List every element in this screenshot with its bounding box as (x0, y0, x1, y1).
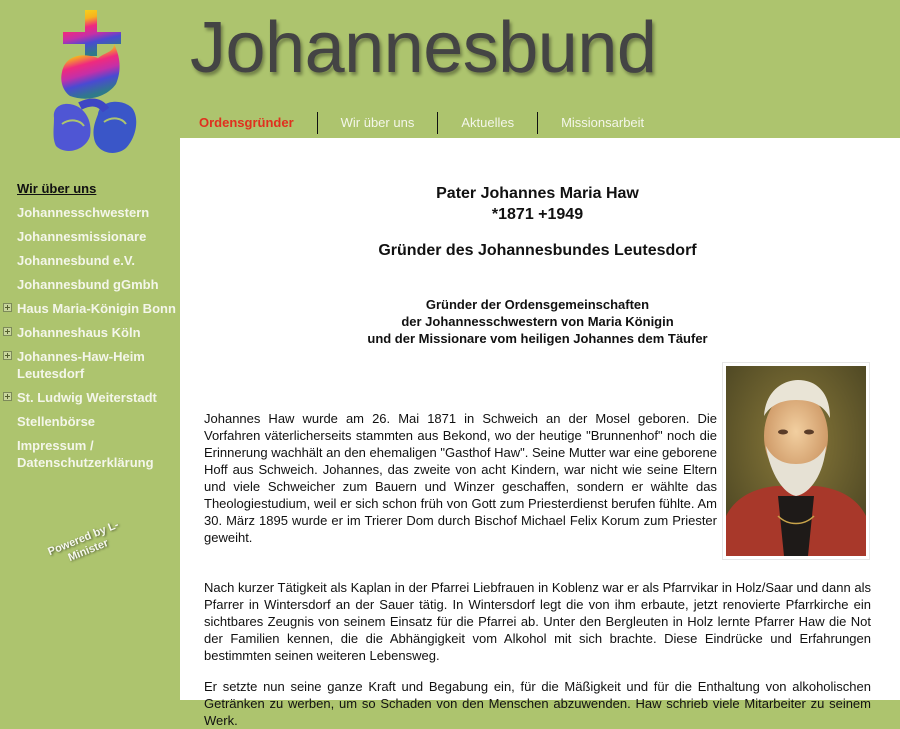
sidebar-item-label: Johanneshaus Köln (17, 325, 141, 340)
sidebar-item-st-ludwig-weiterstadt[interactable] (0, 389, 180, 406)
main-content (180, 138, 900, 728)
sidebar-item-label: St. Ludwig Weiterstadt (17, 390, 157, 405)
sidebar-item-label: Johannes-Haw-Heim Leutesdorf (17, 349, 145, 381)
portrait-painting-icon (726, 366, 866, 556)
sidebar-item-impressum[interactable]: Impressum / Datenschutzerklärung (17, 438, 154, 470)
sidebar-item-stellenboerse[interactable]: Stellenbörse (17, 414, 96, 429)
top-navigation (180, 111, 667, 135)
sidebar-item-johannesmissionare[interactable]: Johannesmissionare (17, 229, 147, 244)
cross-flame-logo-icon (40, 6, 150, 164)
page-subtitle: Gründer des Johannesbundes Leutesdorf (378, 242, 697, 259)
nav-item-ordensgruender[interactable]: Ordensgründer (199, 115, 294, 130)
nav-item-missionsarbeit[interactable]: Missionsarbeit (561, 115, 645, 130)
paragraph-biography-3: Er setzte nun seine ganze Kraft und Begabung ein, für die Mäßigkeit und für die Enthaltung von alkoholischen Getränken zu werben, um so Schaden von den Menschen abzuwenden. Haw schrieb viele Mitarbeiter zu seinem Werk. (204, 679, 871, 728)
sidebar-item-johannes-haw-heim-leutesdorf[interactable] (0, 348, 180, 382)
life-dates: *1871 +1949 (491, 206, 584, 223)
founder-line-1: Gründer der Ordensgemeinschaften (425, 297, 650, 312)
expand-plus-icon[interactable] (3, 303, 12, 312)
expand-plus-icon[interactable] (3, 392, 12, 401)
sidebar-item-johannesbund-ggmbh[interactable]: Johannesbund gGmbh (17, 277, 159, 292)
sidebar-item-haus-maria-koenigin-bonn[interactable] (0, 300, 180, 317)
nav-item-wir-ueber-uns[interactable]: Wir über uns (340, 115, 415, 130)
paragraph-biography-1: Johannes Haw wurde am 26. Mai 1871 in Schweich an der Mosel geboren. Die Vorfahren väterlicherseits stammten aus Bekond, wo der heutige "Brunnenhof" noch die Erinnerung wachhält an den ehemaligen "Gasthof Haw". Seine Mutter war eine geborene Hoff aus Schweich. Johannes, das zweite von acht Kindern, war nicht wie seine Eltern und viele Schweicher zum Bauern und Winzer geschaffen, sondern er wählte das Theologiestudium, weil er sich schon früh von Gott zum Priesterdienst berufen fühlte. Am 30. März 1895 wurde er im Trierer Dom durch Bischof Michael Felix Korum zum Priester geweiht. (204, 411, 717, 545)
founder-line-2: der Johannesschwestern von Maria Königin (401, 314, 674, 329)
sidebar-item-label: Haus Maria-Königin Bonn (17, 301, 176, 316)
expand-plus-icon[interactable] (3, 327, 12, 336)
portrait-image (722, 362, 870, 560)
powered-by-badge[interactable]: Powered by L-Minister (46, 518, 121, 565)
site-title: Johannesbund (190, 8, 657, 88)
sidebar-item-johannesbund-ev[interactable]: Johannesbund e.V. (17, 253, 135, 268)
sidebar-item-johannesschwestern[interactable]: Johannesschwestern (17, 205, 150, 220)
sidebar-item-wir-ueber-uns[interactable]: Wir über uns (17, 181, 97, 196)
nav-item-aktuelles[interactable]: Aktuelles (461, 115, 515, 130)
page-title: Pater Johannes Maria Haw (436, 185, 639, 202)
logo[interactable] (40, 6, 150, 164)
paragraph-biography-2: Nach kurzer Tätigkeit als Kaplan in der Pfarrei Liebfrauen in Koblenz war er als Pfarrvikar in Holz/Saar und dann als Pfarrer in Wintersdorf an der Sauer tätig. In Wintersdorf legt die von ihm erbaute, jetzt renovierte Pfarrkirche ein sichtbares Zeugnis von seinem Einsatz für die Pfarrei ab. Unter den Bergleuten in Holz lernte Pfarrer Haw die Not der Familien kennen, die die Abhängigkeit vom Alkohol mit sich brachte. Diese Eindrücke und Erfahrungen bestimmten seinen weiteren Lebensweg. (204, 580, 871, 663)
sidebar (0, 180, 180, 478)
sidebar-item-johanneshaus-koeln[interactable] (0, 324, 180, 341)
founder-line-3: und der Missionare vom heiligen Johannes dem Täufer (367, 331, 708, 346)
expand-plus-icon[interactable] (3, 351, 12, 360)
